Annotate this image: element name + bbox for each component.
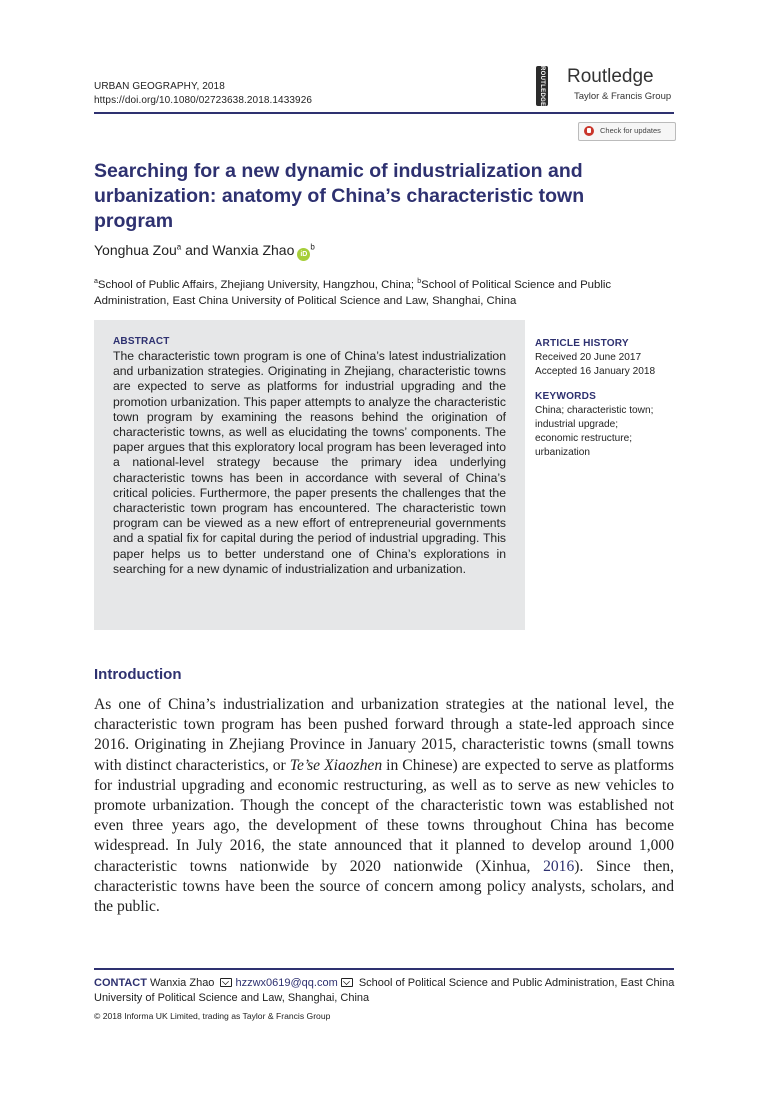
intro-italic-term: Te’se Xiaozhen — [289, 756, 383, 774]
affiliations — [94, 274, 674, 309]
check-for-updates-button[interactable] — [578, 122, 676, 141]
publisher-group: Taylor & Francis Group — [574, 91, 672, 102]
contact-label: CONTACT — [94, 977, 147, 989]
keywords-line: industrial upgrade; — [535, 419, 619, 430]
contact-email[interactable]: hzzwx0619@qq.com — [235, 977, 338, 989]
article-history-heading: ARTICLE HISTORY — [535, 338, 629, 349]
author-1[interactable]: Yonghua Zou — [94, 242, 177, 258]
crossmark-icon — [584, 126, 594, 136]
intro-text-part-3: ). Since then, characteristic towns have been the source of concern among policy analysts, scholars, and the public. — [94, 857, 674, 916]
introduction-paragraph — [94, 695, 674, 917]
copyright: © 2018 Informa UK Limited, trading as Taylor & Francis Group — [94, 1011, 331, 1021]
doi-link[interactable]: https://doi.org/10.1080/02723638.2018.1433926 — [94, 95, 313, 106]
authors — [94, 242, 315, 261]
email-icon — [220, 978, 232, 987]
intro-text-part-1: As one of China’s industrialization and urbanization strategies at the national level, the characteristic town program has been pushed forward through a state-led approach since 2016. Originating in Zhejiang Province in January 2015, characteristic towns (small towns with distinct characteristics, or — [94, 696, 674, 774]
contact-name: Wanxia Zhao — [146, 977, 218, 989]
author-1-sup: a — [176, 242, 182, 252]
abstract-text: The characteristic town program is one of China’s latest industrialization and urbanization strategies. Originating in Zhejiang, characteristic towns are expected to serve as platforms for industrial upgrading and the promotion urbanization. This paper attempts to analyze the characteristic town program by examining the reasons behind the origination of characteristic towns, as well as elucidating the towns’ components. The paper argues that this exploratory local program has been leveraged into a national-level strategy because the primary idea underlying characteristic towns has been in accordance with several of China’s critical policies. Furthermore, the paper presents the challenges that the characteristic town program has encountered. The characteristic town program can be viewed as a new effort of entrepreneurial governments and a spatial fix for capital during the period of industrial upgrading. This paper helps us to better understand one of China’s explorations in searching for a new dynamic of industrialization and urbanization. — [113, 349, 506, 576]
article-title: Searching for a new dynamic of industrialization and urbanization: anatomy of China’s characteristic town program — [94, 160, 585, 232]
orcid-icon[interactable]: iD — [297, 248, 310, 261]
keywords-line: economic restructure; — [535, 433, 633, 444]
affil-b: School of Political Science and Public Administration, East China University of Political Science and Law, Shanghai, China — [94, 278, 612, 307]
abstract-heading: ABSTRACT — [113, 336, 170, 347]
keywords-heading: KEYWORDS — [535, 391, 597, 402]
footer-rule — [94, 968, 674, 970]
author-and: and — [181, 242, 213, 258]
header-rule — [94, 112, 674, 114]
accepted-date: Accepted 16 January 2018 — [535, 366, 656, 377]
introduction-heading: Introduction — [94, 666, 182, 683]
journal-info — [94, 80, 312, 108]
check-updates-label: Check for updates — [600, 126, 661, 135]
contact-address: School of Political Science and Public Administration, East China University of Political Science and Law, Shanghai, China — [94, 977, 675, 1004]
affil-a-sup: a — [94, 278, 98, 285]
journal-name: URBAN GEOGRAPHY, 2018 — [94, 81, 225, 92]
affil-b-sup: b — [417, 278, 422, 285]
routledge-logo — [536, 64, 676, 108]
routledge-vertical-mark — [536, 66, 548, 106]
routledge-vertical-label: ROUTLEDGE — [539, 66, 545, 107]
citation-link[interactable]: 2016 — [543, 857, 575, 875]
publisher-name: Routledge — [567, 66, 654, 87]
keywords-line: urbanization — [535, 447, 590, 458]
received-date: Received 20 June 2017 — [535, 352, 642, 363]
abstract-box — [94, 320, 525, 630]
contact-info — [94, 976, 679, 1006]
article-sidebar — [535, 337, 675, 460]
address-icon — [341, 978, 353, 987]
intro-text-part-2: in Chinese) are expected to serve as platforms for industrial upgrading and economic restructuring, as well as to serve as new vehicles to promote urbanization. Though the concept of the characteristic town was established not even three years ago, the development of these towns throughout China has become widespread. In July 2016, the state announced that it planned to develop around 1,000 characteristic towns nationwide by 2020 nationwide (Xinhua, — [94, 756, 674, 875]
keywords-line: China; characteristic town; — [535, 405, 654, 416]
author-2[interactable]: Wanxia Zhao — [212, 242, 295, 258]
author-2-sup: b — [310, 242, 315, 252]
affil-a: School of Public Affairs, Zhejiang University, Hangzhou, China; — [97, 278, 418, 291]
